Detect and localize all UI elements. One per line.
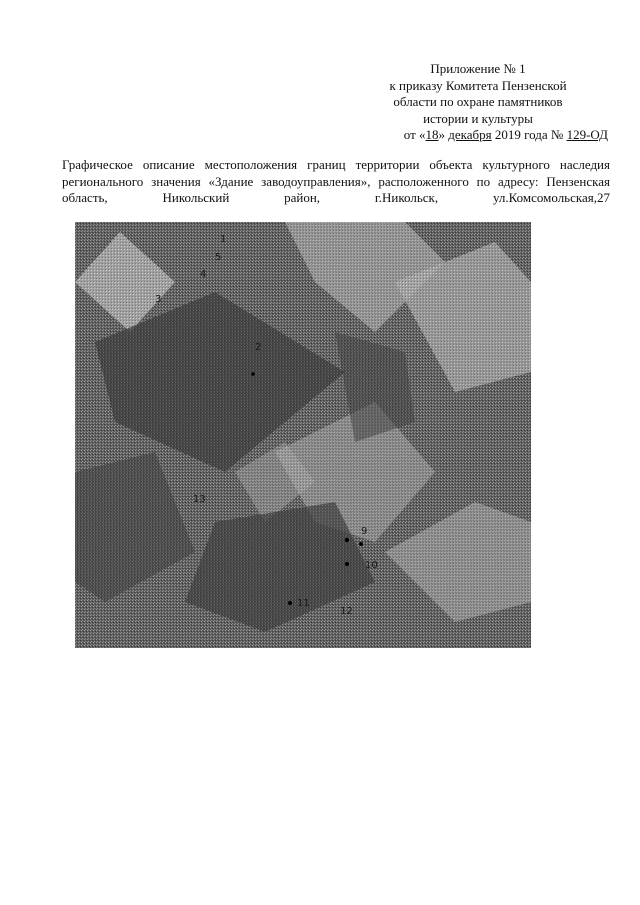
appendix-date-line bbox=[348, 127, 608, 144]
map-point-label: 1 bbox=[220, 234, 227, 245]
map-point-label: 12 bbox=[340, 606, 353, 617]
date-prefix: от « bbox=[403, 127, 426, 142]
date-month: декабря bbox=[448, 127, 492, 142]
map-point-label: 10 bbox=[365, 560, 378, 571]
map-point-label: 4 bbox=[200, 269, 207, 280]
map-point-label: 9 bbox=[361, 526, 368, 537]
appendix-order-reference: к приказу Комитета Пензенской bbox=[389, 77, 567, 93]
appendix-title: Приложение № 1 bbox=[430, 61, 526, 76]
appendix-committee: области по охране памятников bbox=[393, 94, 563, 109]
description-paragraph: Графическое описание местоположения границ территории объекта культурного наследия регионального значения «Здание заводоуправления», расположенного по адресу: Пензенская область, Никольский район, г.Никольск, ул.Комсомольская,27 bbox=[62, 157, 610, 205]
map-point-label: 2 bbox=[255, 342, 262, 353]
date-day: 18 bbox=[425, 127, 439, 142]
map-svg bbox=[75, 222, 531, 648]
map-point-label: 11 bbox=[297, 598, 310, 609]
appendix-header bbox=[348, 61, 608, 144]
date-mid: » bbox=[438, 127, 449, 142]
satellite-map bbox=[75, 222, 531, 648]
order-number: 129-ОД bbox=[566, 127, 608, 142]
map-point-label: 13 bbox=[193, 494, 206, 505]
map-point-label: 5 bbox=[215, 252, 222, 263]
appendix-committee-end: истории и культуры bbox=[423, 110, 533, 126]
date-year: 2019 года № bbox=[491, 127, 567, 142]
map-point-label: 3 bbox=[155, 294, 162, 305]
